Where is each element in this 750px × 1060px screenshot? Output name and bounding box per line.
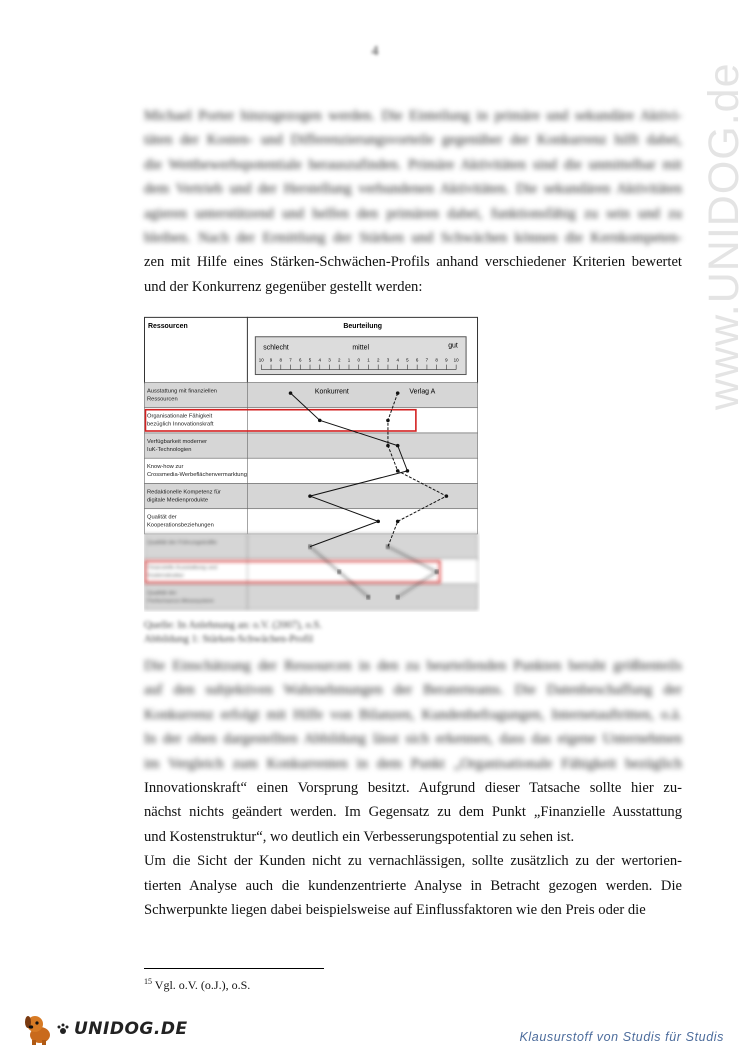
scale-tick: 2: [376, 357, 380, 363]
data-point: [367, 595, 371, 599]
scale-label-mid: mittel: [352, 344, 369, 352]
legend-konkurrent: Konkurrent: [314, 388, 349, 396]
footnote-text: Vgl. o.V. (o.J.), o.S.: [154, 978, 251, 992]
paragraph-bottom: [144, 654, 682, 922]
text-line: bleiben. Nach der Ermittlung der Stärken und Schwächen können die Kernkompeten-: [144, 230, 682, 247]
footnote: [144, 974, 250, 993]
caption-title: Abbildung 1: Stärken-Schwächen-Profil: [144, 634, 314, 645]
criteria-label: digitale Medienprodukte: [146, 497, 209, 504]
scale-box: [255, 337, 466, 375]
header-left: Ressourcen: [147, 322, 188, 330]
data-point: [386, 545, 390, 549]
data-point: [406, 469, 410, 473]
scale-tick: 9: [445, 357, 448, 363]
data-point: [386, 444, 390, 448]
text-line: Um die Sicht der Kunden nicht zu vernachlässigen, sollte zusätzlich zu der wertorien-: [144, 853, 682, 870]
scale-tick: 6: [415, 357, 419, 363]
logo-text: UNIDOG.DE: [74, 1019, 188, 1039]
text-line: Michael Porter hinzugezogen werden. Die Einteilung in primäre und sekundäre Aktivi-: [144, 108, 682, 124]
criteria-label: Ausstattung mit finanziellen: [146, 388, 217, 395]
scale-tick: 7: [425, 357, 429, 363]
legend-verlag-a: Verlag A: [409, 388, 436, 396]
criteria-row: [144, 433, 477, 458]
text-line: agieren unterstützend und helfen den primären dabei, funktionsfähig zu sein und zu: [144, 205, 682, 222]
footnote-rule: [144, 968, 324, 969]
scale-tick: 1: [347, 357, 351, 363]
paragraph-top: [144, 104, 682, 299]
data-point: [445, 494, 449, 498]
figure-caption: [144, 619, 322, 647]
data-point: [396, 444, 400, 448]
data-point: [386, 419, 390, 423]
scale-tick: 5: [406, 357, 409, 363]
text-line: täten der Kosten- und Differenzierungsvorteile gegenüber der Konkurrenz hilft dabei,: [144, 132, 682, 149]
criteria-label: Know-how zur: [146, 464, 184, 471]
text-line: Innovationskraft“ einen Vorsprung besitzt. Aufgrund dieser Tatsache sollte hier zu-: [144, 780, 682, 797]
data-point: [308, 494, 312, 498]
scale-label-good: gut: [448, 342, 458, 350]
scale-tick: 5: [308, 357, 312, 363]
footer-tagline: Klausurstoff von Studis für Studis: [519, 1030, 724, 1044]
scale-tick: 6: [299, 357, 302, 363]
text-line: Konkurrenz erfolgt mit Hilfe von Bilanzen, Kundenbefragungen, Internetauftritten, o.ä.: [144, 706, 682, 723]
data-point: [396, 469, 400, 473]
criteria-label: IuK-Technologien: [146, 446, 192, 453]
data-point: [396, 595, 400, 599]
row-cell: [144, 458, 477, 483]
data-point: [435, 570, 439, 574]
text-line: und der Konkurrenz gegenüber gestellt werden:: [144, 278, 423, 295]
criteria-row: [144, 559, 477, 584]
criteria-label: Finanzielle Ausstattung und: [146, 565, 218, 572]
text-line: auf den subjektiven Wahrnehmungen der Beraterteams. Die Datenbeschaffung der: [144, 682, 682, 699]
text-line: und Kostenstruktur“, wo deutlich ein Verbesserungspotential zu sehen ist.: [144, 828, 575, 845]
scale-tick: 8: [279, 357, 283, 363]
scale-tick: 4: [318, 357, 322, 363]
row-cell: [144, 559, 477, 584]
criteria-label: Kooperationsbeziehungen: [146, 522, 214, 529]
dog-mascot-icon: [22, 1012, 56, 1046]
scale-tick: 4: [396, 357, 399, 363]
text-line: dem Vertrieb und der Herstellung verbundenen Aktivitäten. Die sekundären Aktivitäten: [144, 181, 682, 198]
profile-chart: [144, 316, 480, 612]
criteria-label: Kostenstruktur: [146, 573, 185, 580]
header-right: Beurteilung: [343, 322, 382, 330]
criteria-label: Ressourcen: [146, 396, 178, 403]
scale-tick: 10: [453, 357, 459, 363]
text-line: zen mit Hilfe eines Stärken-Schwächen-Profils anhand verschiedener Kriterien bewertet: [144, 254, 682, 271]
data-point: [337, 570, 341, 574]
scale-label-bad: schlecht: [263, 344, 289, 352]
scale-tick: 7: [289, 357, 292, 363]
criteria-label: Organisationale Fähigkeit: [146, 413, 213, 420]
watermark: www.UNIDOG.de: [700, 62, 748, 410]
scale-tick: 8: [435, 357, 438, 363]
unidog-logo[interactable]: [22, 1012, 188, 1046]
text-line: Die Einschätzung der Ressourcen in den zu beurteilenden Punkten beruht größtenteils: [144, 658, 682, 674]
scale-tick: 1: [367, 357, 370, 363]
row-cell: [144, 584, 477, 609]
criteria-label: Redaktionelle Kompetenz für: [146, 489, 221, 496]
scale-tick: 10: [258, 357, 264, 363]
criteria-label: Qualität der: [146, 590, 177, 597]
text-line: tierten Analyse auch die kundenzentrierte Analyse in Betracht gezogen werden. Die: [144, 877, 682, 894]
text-line: nächst nichts geändert werden. Im Gegensatz zu dem Punkt „Finanzielle Ausstattung: [144, 804, 682, 821]
data-point: [289, 391, 293, 395]
text-line: Schwerpunkte liegen dabei beispielsweise auf Einflussfaktoren wie den Preis oder die: [144, 902, 646, 919]
data-point: [308, 545, 312, 549]
row-cell: [144, 509, 477, 534]
data-point: [318, 419, 322, 423]
paw-icon: [56, 1022, 70, 1036]
data-point: [376, 520, 380, 524]
criteria-label: Crossmedia-Werbeflächenvermarktung: [146, 472, 247, 479]
text-line: die Wettbewerbspotentiale herauszufinden. Primäre Aktivitäten sind die unmittelbar mit: [144, 156, 682, 173]
scale-tick: 3: [328, 357, 331, 363]
criteria-row: [144, 509, 477, 534]
criteria-label: Performance-Messsystem: [146, 598, 214, 605]
criteria-row: [144, 458, 477, 483]
criteria-label: Verfügbarkeit moderner: [146, 438, 208, 445]
row-cell: [144, 433, 477, 458]
criteria-row: [144, 408, 477, 433]
text-line: In der oben dargestellten Abbildung lässt sich erkennen, dass das eigene Unternehmen: [144, 731, 682, 748]
scale-tick: 0: [357, 357, 360, 363]
criteria-label: bezüglich Innovationskraft: [146, 421, 214, 428]
row-cell: [144, 408, 477, 433]
data-point: [396, 391, 400, 395]
caption-source: Quelle: In Anlehnung an: o.V. (2007), o.S.: [144, 620, 322, 631]
scale-tick: 2: [337, 357, 341, 363]
footnote-number: 15: [144, 977, 152, 986]
scale-tick: 9: [269, 357, 273, 363]
criteria-row: [144, 584, 477, 609]
scale-tick: 3: [386, 357, 390, 363]
data-point: [396, 520, 400, 524]
text-line: im Vergleich zum Konkurrenten in dem Punkt „Organisationale Fähigkeit bezüglich: [144, 755, 682, 772]
page-number: 4: [371, 44, 379, 59]
criteria-label: Qualität der Führungskräfte: [146, 539, 217, 546]
criteria-label: Qualität der: [146, 514, 177, 521]
